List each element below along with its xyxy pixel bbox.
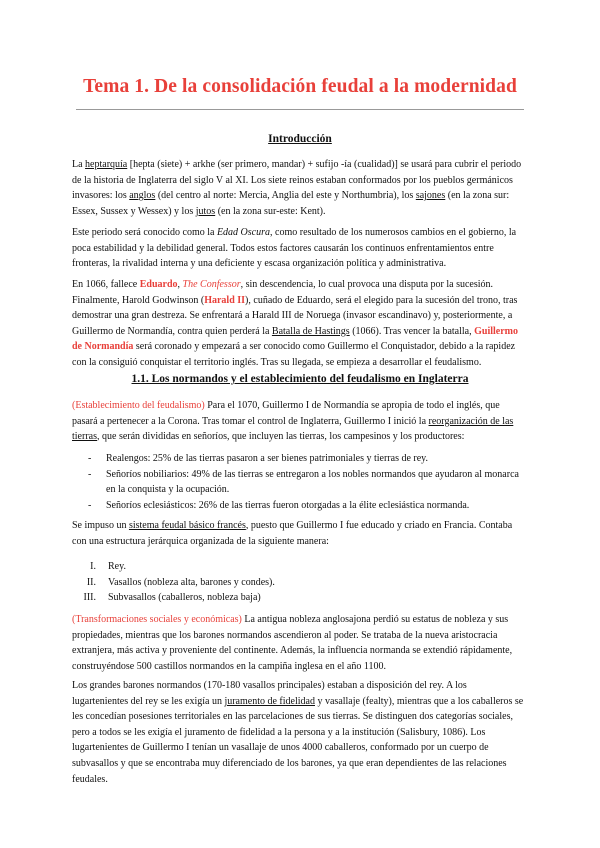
page-title: Tema 1. De la consolidación feudal a la modernidad bbox=[83, 76, 517, 97]
term-sistema-feudal: sistema feudal básico francés bbox=[128, 520, 246, 531]
paragraph-sistema-feudal: Se impuso un sistema feudal básico francés, puesto que Guillermo I fue educado y criado en Francia. Contaba con una estructura jerárquica organizada de la siguiente manera: bbox=[72, 520, 513, 547]
term-batalla-hastings: Batalla de Hastings bbox=[271, 325, 350, 337]
name-the-confessor: The Confessor bbox=[182, 279, 241, 290]
list-item: III. Subvasallos (caballeros, nobleza baja) bbox=[83, 592, 261, 604]
name-eduardo: Eduardo bbox=[139, 279, 178, 290]
list-item: - Realengos: 25% de las tierras pasaron a ser bienes patrimoniales y tierras de rey. bbox=[88, 453, 429, 464]
term-anglos: anglos bbox=[129, 190, 156, 202]
term-juramento: juramento de fidelidad bbox=[224, 695, 315, 707]
list-item: I. Rey. bbox=[90, 561, 126, 572]
paragraph-transformaciones: (Transformaciones sociales y económicas) La antigua nobleza anglosajona perdió su estatus de nobleza y sus propiedades, mientras que los barones normandos ascendieron al poder. Se trataba de la nueva aristocracia extranjera, más activa y proveniente del continente. Además, la influencia normanda se extendió rápidamente, construyéndose 500 castillos normandos en la campiña inglesa en el año 1100. bbox=[72, 614, 513, 672]
paragraph-edad-oscura: Este periodo será conocido como la Edad Oscura, como resultado de los numerosos cambios en el gobierno, la poca estabilidad y la debilidad general. Todos estos factores causarán los continuos enfrentamientos entre fronteras, la rivalidad interna y una deficiente y escasa organización política y administrativa. bbox=[72, 227, 517, 270]
list-item: - Señoríos nobiliarios: 49% de las tierras se entregaron a los nobles normandos que ayudaron al monarca en la conquista y la ocupación. bbox=[88, 468, 519, 496]
tag-establecimiento: (Establecimiento del feudalismo) bbox=[72, 400, 205, 411]
section-heading: 1.1. Los normandos y el establecimiento del feudalismo en Inglaterra bbox=[131, 373, 469, 385]
tag-transformaciones: (Transformaciones sociales y económicas) bbox=[72, 614, 242, 625]
term-edad-oscura: Edad Oscura bbox=[216, 227, 271, 238]
intro-heading: Introducción bbox=[268, 133, 332, 145]
paragraph-heptarquia: La heptarquía [hepta (siete) + arkhe (ser primero, mandar) + sufijo -ía (cualidad)] se usará para cubrir el periodo de la historia de Inglaterra del siglo V al XI. Los siete reinos estaban conformados por los pueblos germánicos invasores: los anglos (del centro al norte: Mercia, Anglia del este y Northumbria), los sajones (en la zona sur: Essex, Sussex y Wessex) y los jutos (en la zona sur-este: Kent). bbox=[72, 159, 522, 217]
name-harald-ii: Harald II bbox=[204, 294, 246, 306]
list-item: II. Vasallos (nobleza alta, barones y condes). bbox=[86, 576, 275, 588]
jerarquia-list bbox=[72, 559, 524, 606]
name-guillermo: Guillermo de Normandía bbox=[72, 325, 518, 353]
title-divider bbox=[76, 109, 524, 110]
list-item: - Señoríos eclesiásticos: 26% de las tierras fueron otorgadas a la élite eclesiástica normanda. bbox=[88, 499, 470, 511]
term-sajones: sajones bbox=[415, 190, 446, 202]
term-heptarquia: heptarquía bbox=[85, 159, 128, 170]
term-jutos: jutos bbox=[195, 205, 216, 217]
term-reorganizacion: reorganización de las tierras bbox=[72, 415, 514, 443]
senorios-list bbox=[72, 451, 524, 513]
paragraph-establecimiento: (Establecimiento del feudalismo) Para el 1070, Guillermo I de Normandía se apropia de todo el inglés, que pasará a pertenecer a la Corona. Tras tomar el control de Inglaterra, Guillermo I inició la reorganización de las tierras, que serán divididas en señoríos, que incluyen las tierras, los campesinos y los productores: bbox=[72, 400, 514, 443]
paragraph-1066: En 1066, fallece Eduardo, The Confessor, sin descendencia, lo cual provoca una disputa por la sucesión. Finalmente, Harold Godwinson (Harald II), cuñado de Eduardo, será el elegido para la sucesión del trono, tras demostrar una gran destreza. Se enfrentará a Harald III de Noruega (invasor escandinavo) y, posteriormente, a Guillermo de Normandía, contra quien perderá la Batalla de Hastings (1066). Tras vencer la batalla, Guillermo de Normandía será coronado y empezará a ser conocido como Guillermo el Conquistador, debido a la rapidez con la consiguió conquistar el territorio inglés. Tras su llegada, se empieza a desarrollar el feudalismo. bbox=[72, 279, 518, 368]
paragraph-barones: Los grandes barones normandos (170-180 vasallos principales) estaban a disposición del rey. A los lugartenientes del rey se les exigía un juramento de fidelidad y vasallaje (fealty), mientras que a los caballeros se les concedían posesiones territoriales en las parcelaciones de sus tierras. Se distinguen dos categorías sociales, pero a todos se les exigía el juramento de fidelidad a la persona y a la institución (Salisbury, 1086). Los lugartenientes de Guillermo I tenían un vasallaje de unos 4000 caballeros, conformado por un cuerpo de subvasallos y que se encontraba muy diferenciado de los barones, ya que eran dependientes de las relaciones feudales. bbox=[72, 680, 524, 785]
